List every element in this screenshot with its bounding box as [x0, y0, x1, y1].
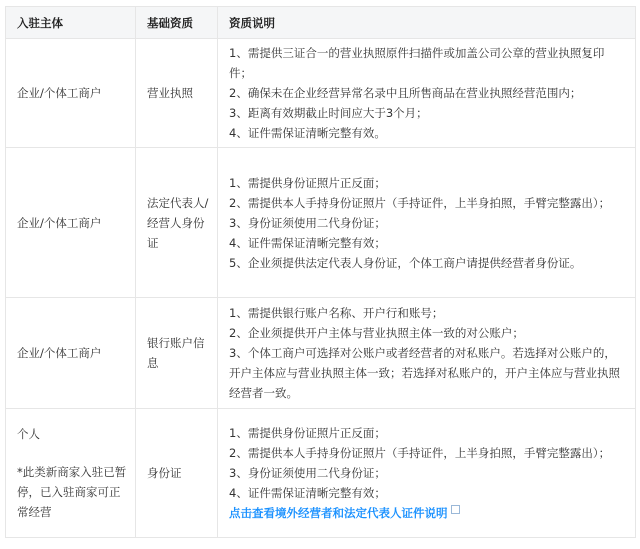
requirement-item: 1、需提供身份证照片正反面； [229, 175, 386, 190]
qualification-cell: 银行账户信息 [136, 298, 218, 409]
requirements-cell [218, 409, 636, 538]
requirement-item: 2、需提供本人手持身份证照片（手持证件，上半身拍照，手臂完整露出）； [229, 446, 611, 460]
qualification-cell: 法定代表人/经营人身份证 [136, 148, 218, 298]
subject-note: *此类新商家入驻已暂停，已入驻商家可正常经营 [17, 465, 127, 519]
table-row [6, 148, 636, 298]
qualification-cell: 身份证 [136, 409, 218, 538]
qualification-cell: 营业执照 [136, 39, 218, 148]
subject-label: 个人 [17, 427, 40, 441]
table-header-row [6, 7, 636, 39]
requirement-item: 1、需提供三证合一的营业执照原件扫描件或加盖公司公章的营业执照复印件； [229, 46, 605, 80]
requirement-item: 5、企业须提供法定代表人身份证，个体工商户请提供经营者身份证。 [229, 255, 582, 270]
requirement-item: 1、需提供身份证照片正反面； [229, 426, 386, 440]
requirements-cell [218, 39, 636, 148]
requirement-item: 2、企业须提供开户主体与营业执照主体一致的对公账户； [229, 326, 524, 340]
subject-cell: 企业/个体工商户 [6, 148, 136, 298]
header-qualification: 基础资质 [136, 7, 218, 39]
table-row [6, 409, 636, 538]
subject-cell: 企业/个体工商户 [6, 298, 136, 409]
requirements-cell [218, 148, 636, 298]
requirement-item: 3、身份证须使用二代身份证； [229, 215, 386, 230]
requirements-cell [218, 298, 636, 409]
requirement-item: 3、个体工商户可选择对公账户或者经营者的对私账户。若选择对公账户的，开户主体应与营业执照主体一致；若选择对私账户的，开户主体应与营业执照经营者一致。 [229, 346, 620, 400]
requirement-item: 4、证件需保证清晰完整有效。 [229, 126, 386, 140]
external-link-icon[interactable] [451, 505, 460, 514]
requirement-item: 2、确保未在企业经营异常名录中且所售商品在营业执照经营范围内； [229, 86, 582, 100]
overseas-doc-link-text[interactable]: 点击查看境外经营者和法定代表人证件说明 [229, 506, 448, 520]
table-row [6, 39, 636, 148]
overseas-doc-link[interactable] [229, 503, 627, 523]
header-subject: 入驻主体 [6, 7, 136, 39]
table-row [6, 298, 636, 409]
requirement-item: 4、证件需保证清晰完整有效； [229, 235, 386, 250]
requirement-item: 2、需提供本人手持身份证照片（手持证件，上半身拍照，手臂完整露出）； [229, 195, 611, 210]
requirement-item: 1、需提供银行账户名称、开户行和账号； [229, 306, 444, 320]
requirement-item: 3、身份证须使用二代身份证； [229, 466, 386, 480]
qualification-table [5, 6, 636, 538]
requirement-item: 4、证件需保证清晰完整有效； [229, 486, 386, 500]
subject-cell: 企业/个体工商户 [6, 39, 136, 148]
header-description: 资质说明 [218, 7, 636, 39]
requirement-item: 3、距离有效期截止时间应大于3个月； [229, 106, 428, 120]
subject-cell [6, 409, 136, 538]
